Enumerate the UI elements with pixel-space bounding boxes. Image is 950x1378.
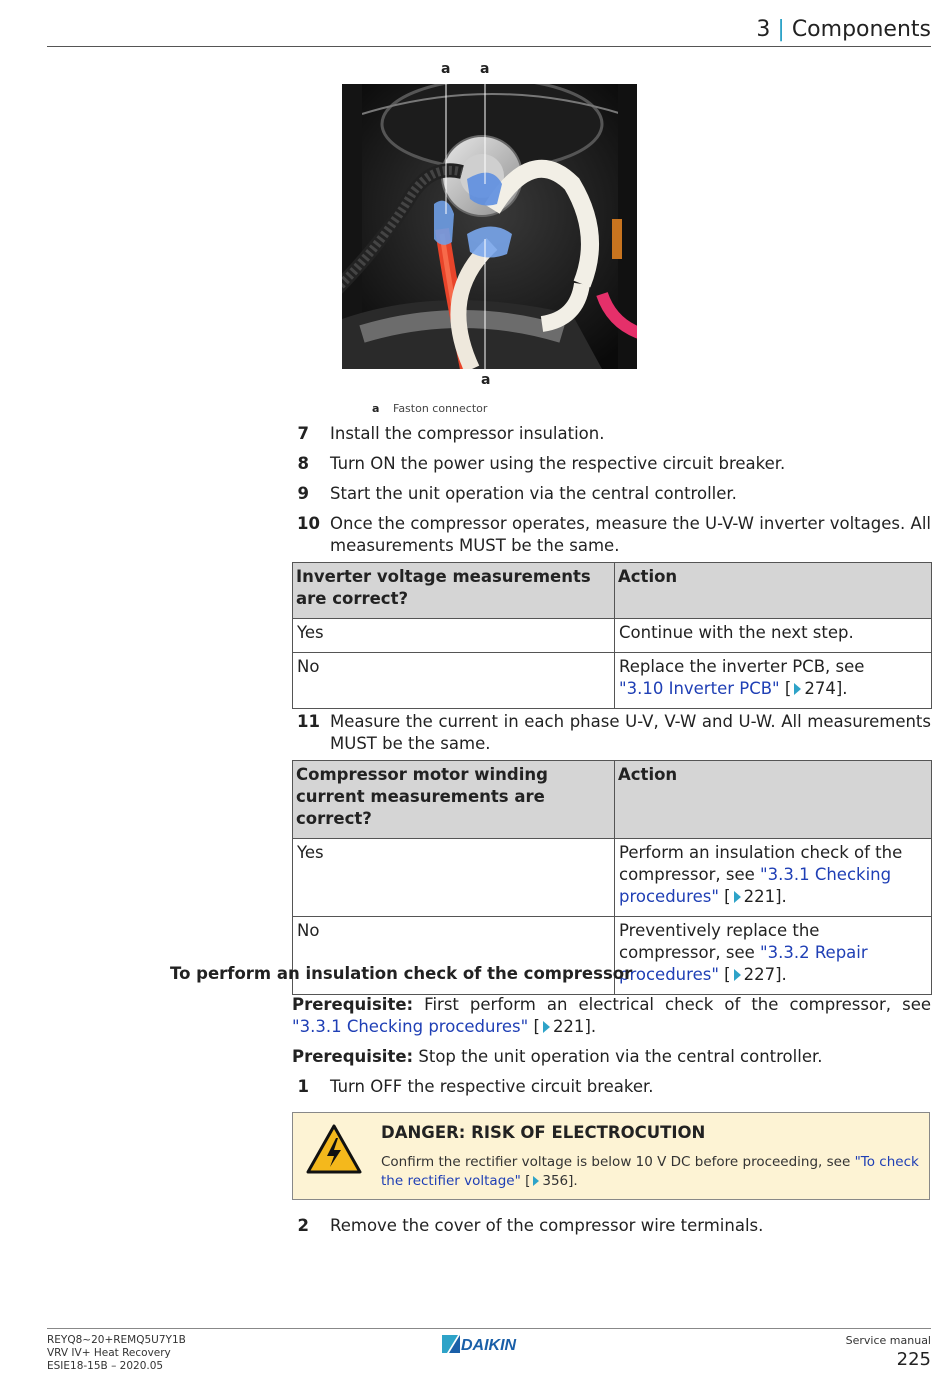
cross-reference-link[interactable]: "3.3.1 Checking procedures" [619,865,892,906]
step-text: Measure the current in each phase U-V, V-W and U-W. All measurements MUST be the same. [330,712,931,753]
table-cell: No [293,653,615,709]
danger-text [381,1153,921,1191]
prerequisite-text: First perform an electrical check of the compressor, see [424,995,931,1014]
bracket-open: [ [525,1173,531,1189]
page-ref: 227 [743,965,776,984]
cell-text: Preventively replace the compressor, see [619,921,820,962]
header-rule [47,46,931,47]
header-separator: | [777,17,785,42]
step-number: 8 [297,454,309,473]
step-text: Install the compressor insulation. [330,424,605,443]
winding-current-table [292,760,932,995]
list-item [297,711,931,755]
compressor-terminal-photo [342,84,637,369]
callout-label: a [441,61,451,77]
step-text: Turn OFF the respective circuit breaker. [330,1077,654,1096]
table-row [293,653,932,709]
bracket-close: ]. [568,1173,578,1189]
prerequisite-paragraph [292,1046,931,1068]
column-header: Compressor motor winding current measurements are correct? [293,761,615,839]
bracket-close: ]. [775,965,787,984]
page-ref-arrow-icon [734,969,741,981]
list-item [297,483,931,505]
electrical-hazard-icon [305,1123,363,1179]
step-text: Once the compressor operates, measure the U-V-W inverter voltages. All measurements MUST be the same. [330,514,931,555]
bracket-close: ]. [835,679,848,698]
footer-doc-code: ESIE18-15B – 2020.05 [47,1360,164,1372]
step-text: Start the unit operation via the central controller. [330,484,737,503]
inverter-voltage-table [292,562,932,709]
danger-callout [292,1112,930,1200]
danger-body: Confirm the rectifier voltage is below 10 V DC before proceeding, see [381,1154,851,1170]
bracket-open: [ [724,887,731,906]
bracket-close: ]. [584,1017,597,1036]
bracket-open: [ [784,679,792,698]
page-ref: 274 [804,679,836,698]
page-ref: 356 [542,1173,569,1189]
legend-text: Faston connector [393,402,488,415]
cell-text: Replace the inverter PCB, see [619,657,865,676]
list-item [297,423,931,445]
step-number: 11 [297,712,320,731]
table-row [293,839,932,917]
page-ref: 221 [743,887,776,906]
column-header: Action [615,761,932,839]
table-header-row [293,563,932,619]
page-number: 225 [896,1349,931,1370]
step-number: 1 [297,1077,309,1096]
page-ref-arrow-icon [543,1021,550,1033]
footer-rule [47,1328,931,1329]
cross-reference-link[interactable]: "3.10 Inverter PCB" [619,679,780,698]
cross-reference-link[interactable]: "To check the rectifier voltage" [381,1154,919,1189]
bracket-open: [ [724,965,731,984]
section-heading: To perform an insulation check of the compressor [170,964,633,983]
list-item [297,453,931,475]
step-text: Turn ON the power using the respective circuit breaker. [330,454,786,473]
table-cell: No [293,917,615,995]
chapter-number: 3 [756,17,771,42]
daikin-logo [440,1333,540,1355]
prerequisite-text: Stop the unit operation via the central controller. [418,1047,823,1066]
callout-label: a [480,61,490,77]
step-number: 9 [297,484,309,503]
page-ref-arrow-icon [794,683,801,695]
danger-title: DANGER: RISK OF ELECTROCUTION [381,1123,706,1142]
page-ref: 221 [552,1017,585,1036]
step-number: 7 [297,424,309,443]
table-cell: Yes [293,839,615,917]
callout-label: a [481,372,491,388]
table-row [293,619,932,653]
bracket-open: [ [533,1017,540,1036]
legend-key: a [372,402,380,415]
footer-doc-info [47,1334,186,1373]
page-ref-arrow-icon [533,1176,539,1186]
prerequisite-label: Prerequisite: [292,1047,414,1066]
cross-reference-link[interactable]: "3.3.1 Checking procedures" [292,1017,529,1036]
prerequisite-paragraph [292,994,931,1038]
table-cell [615,839,932,917]
cell-text: Perform an insulation check of the compressor, see [619,843,903,884]
page-header [756,17,931,42]
list-item [297,513,931,557]
brand-wordmark: DAIKIN [461,1337,517,1354]
column-header: Action [615,563,932,619]
list-item [297,1076,931,1098]
chapter-title: Components [791,17,931,42]
cross-reference-link[interactable]: "3.3.2 Repair procedures" [619,943,868,984]
table-cell: Yes [293,619,615,653]
step-text: Remove the cover of the compressor wire terminals. [330,1216,764,1235]
footer-model: REYQ8~20+REMQ5U7Y1B [47,1334,186,1346]
prerequisite-label: Prerequisite: [292,995,414,1014]
table-header-row [293,761,932,839]
list-item [297,1215,931,1237]
page-ref-arrow-icon [734,891,741,903]
table-cell: Continue with the next step. [615,619,932,653]
table-cell [615,917,932,995]
table-cell [615,653,932,709]
column-header: Inverter voltage measurements are correct? [293,563,615,619]
bracket-close: ]. [775,887,787,906]
step-number: 10 [297,514,320,533]
footer-product: VRV IV+ Heat Recovery [47,1347,171,1359]
step-number: 2 [297,1216,309,1235]
footer-manual-label: Service manual [845,1334,931,1347]
